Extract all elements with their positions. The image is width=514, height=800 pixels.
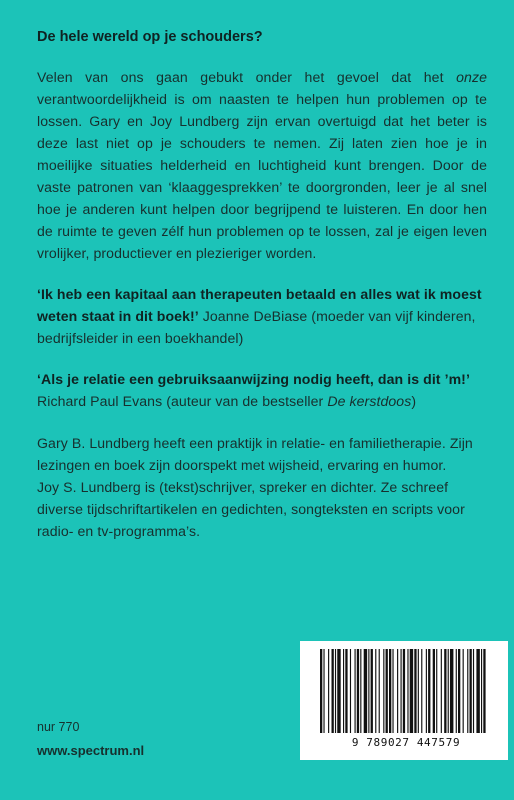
barcode-bar <box>467 649 468 733</box>
barcode-bar <box>397 649 398 733</box>
barcode-bar <box>473 649 474 733</box>
barcode-bar <box>441 649 442 733</box>
barcode-bar <box>414 649 416 733</box>
blurb-paragraph <box>37 66 487 264</box>
barcode-bar <box>355 649 356 733</box>
publisher-website: www.spectrum.nl <box>37 743 145 758</box>
barcode-bar <box>470 649 472 733</box>
barcode-bar <box>456 649 457 733</box>
barcode-bar <box>386 649 388 733</box>
barcode-bar <box>463 649 464 733</box>
blurb-part-2: verantwoordelijkheid is om naasten te helpen hun problemen op te lossen. Gary en Joy Lundberg zijn ervan overtuigd dat het beter is deze last niet op je schouders te nemen. Zij laten zien hoe je in moeilijke situaties helderheid en luchtigheid kunt brengen. Door de vaste patronen van ‘klaaggesprekken’ te doorgronden, leer je al snel hoe je anderen kunt helpen door begrijpend te luisteren. En door hen de ruimte te geven zélf hun problemen op te lossen, zal je eigen leven vrolijker, productiever en plezieriger worden. <box>37 91 487 262</box>
quote-2 <box>37 368 487 412</box>
barcode-bar <box>345 649 347 733</box>
quote-1-text: ‘Ik heb een kapitaal aan therapeuten betaald en alles wat ik moest weten staat in dit boek!’ <box>37 286 482 325</box>
quote-2-close: ) <box>411 393 417 410</box>
quote-2-attribution: Richard Paul Evans (auteur van de bestseller <box>37 393 328 410</box>
barcode-bar <box>433 649 435 733</box>
barcode-bar <box>483 649 485 733</box>
isbn-number: 9 789027 447579 <box>351 736 461 749</box>
blurb-part-1: Velen van ons gaan gebukt onder het gevoel dat het <box>37 69 457 86</box>
barcode-bar <box>458 649 460 733</box>
barcode-bar <box>401 649 402 733</box>
barcode-bar <box>403 649 405 733</box>
barcode-bar <box>450 649 453 733</box>
barcode-bar <box>383 649 384 733</box>
barcode-bar <box>392 649 393 733</box>
barcode-bar <box>379 649 380 733</box>
bio-gary: Gary B. Lundberg heeft een praktijk in relatie- en familietherapie. Zijn lezingen en boek zijn doorspekt met wijsheid, ervaring en humor. <box>37 435 473 474</box>
barcode-bar <box>407 649 408 733</box>
barcode-bar <box>371 649 373 733</box>
barcode-bar <box>389 649 391 733</box>
back-cover-text <box>37 27 487 542</box>
barcode-bar <box>360 649 361 733</box>
barcode-bar <box>418 649 419 733</box>
barcode-bar <box>328 649 329 733</box>
author-bio <box>37 432 487 542</box>
bio-joy: Joy S. Lundberg is (tekst)schrijver, spreker en dichter. Ze schreef diverse tijdschriftartikelen en gedichten, songteksten en scripts voor radio- en tv-programma’s. <box>37 479 465 540</box>
barcode-bar <box>357 649 359 733</box>
barcode-bar <box>337 649 340 733</box>
quote-2-book-title: De kerstdoos <box>327 393 412 410</box>
barcode-bar <box>428 649 430 733</box>
publisher-footer <box>37 715 144 763</box>
barcode-bar <box>444 649 446 733</box>
heading: De hele wereld op je schouders? <box>37 29 263 45</box>
quote-1-attribution: Joanne DeBiase (moeder van vijf kinderen, bedrijfsleider in een boekhandel) <box>37 308 476 347</box>
barcode-bar <box>476 649 479 733</box>
barcode-bar <box>335 649 336 733</box>
barcode-bar <box>426 649 427 733</box>
barcode-bar <box>364 649 367 733</box>
barcode-box <box>300 641 508 760</box>
barcode-bar <box>481 649 482 733</box>
blurb-emphasis: onze <box>456 69 487 86</box>
barcode-bar <box>320 649 322 733</box>
barcode-bar <box>436 649 437 733</box>
quote-1 <box>37 283 487 349</box>
barcode-bar <box>421 649 422 733</box>
barcode-bar <box>350 649 351 733</box>
barcode-bar <box>448 649 449 733</box>
barcode-bar <box>332 649 334 733</box>
barcode-bar <box>410 649 413 733</box>
barcode-bar <box>368 649 369 733</box>
barcode-bar <box>343 649 344 733</box>
barcode-bar <box>375 649 376 733</box>
barcode-bar <box>323 649 324 733</box>
quote-2-text: ‘Als je relatie een gebruiksaanwijzing nodig heeft, dan is dit ’m!’ <box>37 371 470 388</box>
nur-code: nur 770 <box>37 720 80 734</box>
barcode-bars <box>320 649 488 735</box>
